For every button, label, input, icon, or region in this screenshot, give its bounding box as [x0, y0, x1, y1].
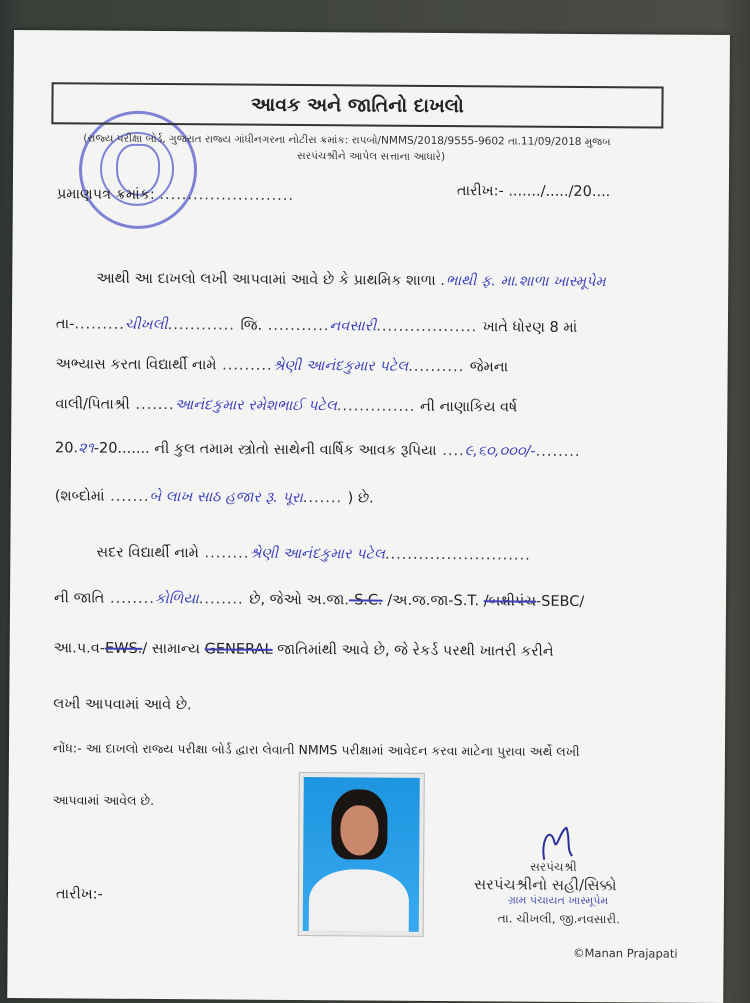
ta-label: તા- — [55, 316, 75, 333]
words-label: (શબ્દોમાં — [54, 488, 105, 505]
words-row: (શબ્દોમાં .......બે લાખ સાઠ હજાર રૂ. પૂરા....... ) છે. — [54, 488, 374, 507]
ews-prefix: આ.પ.વ- — [53, 640, 106, 657]
parent-label: વાલી/પિતાશ્રી — [55, 396, 130, 413]
taluka-stamp: તા. ચીખલી, જી.નવસારી. — [497, 911, 620, 927]
certificate-paper — [7, 30, 730, 1003]
ews-row — [54, 640, 554, 659]
line-end: જાતિમાંથી આવે છે, જે રેકર્ડ પરથી ખાતરી કરીને — [277, 641, 554, 660]
parent-name: આનંદકુમાર રમેશભાઈ પટેલ — [174, 397, 337, 415]
cert-number-row — [57, 186, 294, 204]
gram-panchayat-stamp: ગ્રામ પંચાયત ખાસ્મૂપેમ — [507, 893, 609, 908]
student-label: અભ્યાસ કરતા વિદ્યાર્થી નામે — [55, 356, 217, 374]
cert-number-label: પ્રમાણપત્ર ક્રમાંક: — [56, 186, 155, 203]
jemna-text: જેમના — [469, 359, 509, 376]
student-photo — [298, 772, 425, 937]
income-row: 20.૨૧-20....... ની કુલ તમામ સ્ત્રોતો સાથેની વાર્ષિક આવક રૂપિયા ....૯,૬૦,૦૦૦/-........ — [55, 440, 581, 460]
sarpanch-sikko: સરપંચશ્રીનો સહી/સિક્કો — [473, 875, 617, 895]
notice-line-2: સરપંચશ્રીને આપેલ સત્તાના આધારે) — [297, 149, 446, 164]
caste-label: ની જાતિ — [53, 590, 105, 607]
samanya-text: / સામાન્ય — [142, 640, 201, 658]
panchayat-seal — [79, 110, 198, 229]
district-value: નવસારી — [329, 318, 377, 335]
location-row: તા-.........ચીખલી............ જિ. ...........નવસારી.................. ખાતે ધોરણ 8 માં — [55, 316, 578, 336]
caste-row: ની જાતિ ........કોળિયા........ છે, જેઓ અ.જા.-S.C. /અ.જ.જા-S.T. /બક્ષીપંચ-SEBC/ — [53, 590, 585, 610]
certificate-title: આવક અને જાતિનો દાખલો — [251, 93, 464, 118]
fin-year-text: ની નાણાકિય વર્ષ — [419, 398, 518, 416]
caste-mid: છે, જેઓ અ.જા. — [249, 591, 349, 609]
sadar-row: સદર વિદ્યાર્થી નામે ........શ્રેણી આનંદકુમાર પટેલ.......................... — [96, 544, 531, 564]
lakhi-row — [53, 696, 191, 713]
ews-option: EWS. — [104, 640, 143, 657]
words-end: ) છે. — [347, 490, 374, 507]
date-top-label: તારીખ:- — [456, 183, 504, 200]
title-box — [51, 82, 663, 128]
ji-label: જિ. — [240, 317, 263, 334]
year-prefix: 20. — [55, 440, 79, 457]
std-text: ખાતે ધોરણ 8 માં — [482, 319, 578, 336]
lakhi-text: લખી આપવામાં આવે છે. — [53, 696, 192, 714]
notice-line-1: (રાજ્ય પરીક્ષા બોર્ડ, ગુજરાત રાજ્ય ગાંધીનગરના નોટીસ ક્રમાંક: રાપબો/NMMS/2018/9555-9602 તા.11/09/2018 મુજબ — [83, 132, 611, 149]
sarpanch-stamp: સરપંચશ્રી — [530, 859, 577, 874]
st-option: /અ.જ.જા-S.T. — [387, 592, 480, 610]
school-name: ભાથી ફ. મા.શાળા ખાસ્મૂપેમ — [445, 273, 606, 291]
caste-value: કોળિયા — [154, 590, 199, 608]
income-value: ૯,૬૦,૦૦૦/- — [464, 443, 536, 460]
student-row: અભ્યાસ કરતા વિદ્યાર્થી નામે .........શ્રેણી આનંદકુમાર પટેલ.......... જેમના — [55, 356, 509, 376]
para1-row: આથી આ દાખલો લખી આપવામાં આવે છે કે પ્રાથમિક શાળા .ભાથી ફ. મા.શાળા ખાસ્મૂપેમ — [96, 270, 606, 291]
date-top-value: ......./...../20.... — [508, 183, 611, 201]
watermark: ©Manan Prajapati — [572, 945, 678, 961]
sadar-name: શ્રેણી આનંદકુમાર પટેલ — [249, 545, 385, 563]
note-line-2: આપવામાં આવેલ છે. — [52, 792, 155, 808]
date-bottom-label: તારીખ:- — [55, 886, 103, 903]
para1-text: આથી આ દાખલો લખી આપવામાં આવે છે કે પ્રાથમિક શાળા — [96, 270, 436, 289]
sebc-option: -SEBC/ — [535, 593, 585, 610]
income-text: ની કુલ તમામ સ્ત્રોતો સાથેની વાર્ષિક આવક રૂપિયા — [154, 440, 437, 459]
note-line-1: નોંધ:- આ દાખલો રાજ્ય પરીક્ષા બોર્ડ દ્વારા લેવાતી NMMS પરીક્ષામાં આવેદન કરવા માટેના પુરાવા અર્થે લખી — [52, 740, 580, 759]
bakshi-option: /બક્ષીપંચ — [483, 593, 537, 610]
general-option: GENERAL — [204, 641, 273, 658]
parent-row: વાલી/પિતાશ્રી .......આનંદકુમાર રમેશભાઈ પટેલ.............. ની નાણાકિય વર્ષ — [55, 396, 518, 416]
sadar-label: સદર વિદ્યાર્થી નામે — [96, 544, 199, 562]
student-name: શ્રેણી આનંદકુમાર પટેલ — [272, 357, 409, 375]
cert-number-blank: ........................ — [159, 187, 295, 204]
taluka-value: ચીખલી — [124, 316, 168, 334]
date-top-row — [457, 183, 611, 200]
income-words: બે લાખ સાઠ હજાર રૂ. પૂરા — [149, 488, 303, 507]
year-hand: ૨૧ — [78, 440, 94, 457]
date-bottom-row — [56, 886, 103, 902]
year-suffix: -20....... — [93, 440, 150, 457]
sc-option: -S.C. — [348, 592, 383, 609]
